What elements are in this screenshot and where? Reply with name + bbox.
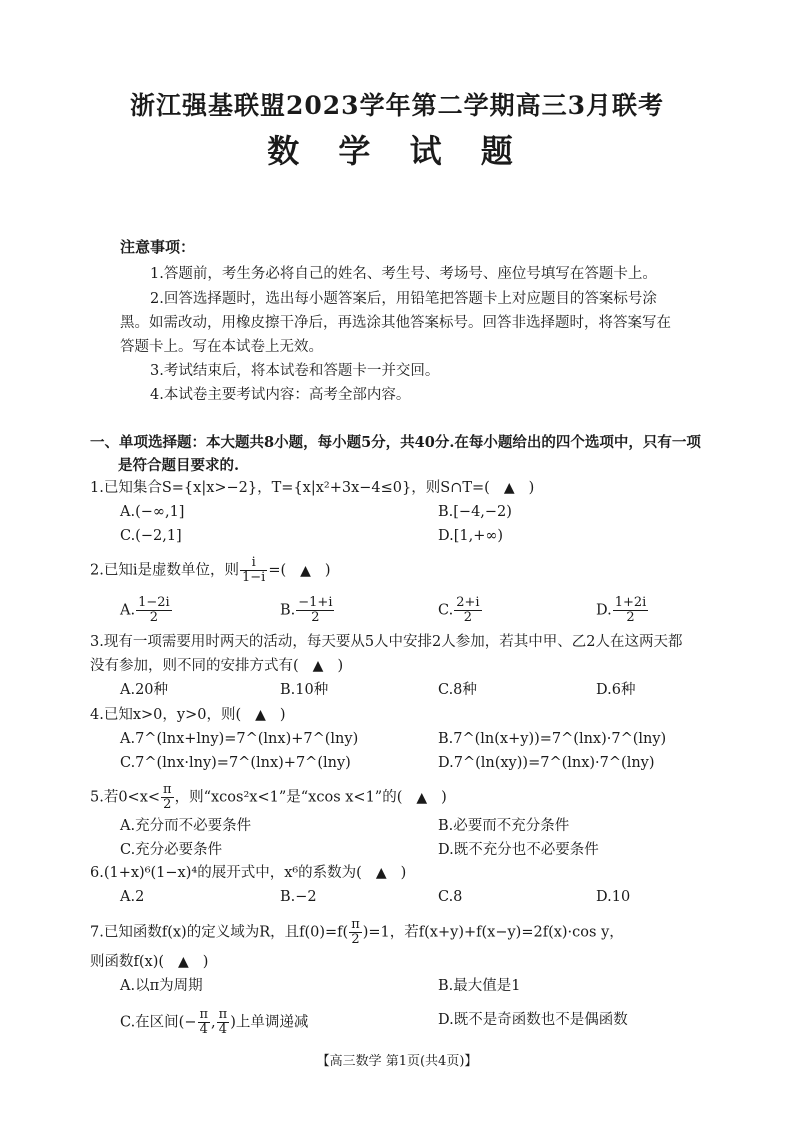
fraction [161,783,174,812]
numerator: π [199,1007,209,1022]
fraction [136,596,172,625]
question-tail: =( [268,562,287,579]
option-a [120,596,173,625]
option-b: B.7^(ln(x+y))=7^(lnx)·7^(lny) [438,731,667,747]
option-d: D.10 [596,889,631,905]
option-b: B.最大值是1 [438,978,521,994]
denominator: 4 [218,1022,228,1037]
question-stem-post: ，则“xcos²x<1”是“xcos x<1”的( [174,789,403,806]
question-stem: 则函数f(x)( [90,954,165,970]
section-heading-cont: 是符合题目要求的. [118,457,240,474]
paren-close: ) [337,658,344,674]
page-footer: 【高三数学 第1页(共4页)】 [316,1054,478,1069]
paren-close: ) [279,707,286,723]
denominator: 2 [311,610,320,625]
paren-close: ) [324,562,331,579]
answer-triangle-icon: ▲ [416,789,428,806]
option-text: )上单调递减 [230,1014,309,1031]
option-c: C.充分必要条件 [120,842,223,858]
numerator: π [163,782,172,797]
option-d: D.6种 [596,682,636,698]
note-line: 1.答题前，考生务必将自己的姓名、考生号、考场号、座位号填写在答题卡上。 [150,266,657,282]
question-stem: 没有参加，则不同的安排方式有( [90,658,299,674]
option-d: D.既不充分也不必要条件 [438,842,599,858]
option-d: D.7^(ln(xy))=7^(lnx)·7^(lny) [438,755,655,771]
option-letter: D. [596,602,612,619]
note-line: 4.本试卷主要考试内容：高考全部内容。 [150,387,411,403]
fraction [454,596,481,625]
numerator: 2+i [456,595,480,610]
denominator: 2 [163,797,172,812]
option-a: A.充分而不必要条件 [120,818,252,834]
option-b: B.必要而不充分条件 [438,818,570,834]
option-b: B.10种 [280,682,329,698]
numerator: π [351,917,360,932]
numerator: i [240,556,267,571]
paren-close: ) [528,480,535,496]
fraction [240,556,267,585]
question-stem: 6.(1+x)⁶(1−x)⁴的展开式中，x⁶的系数为( [90,865,362,881]
subject-title: 数 学 试 题 [267,132,527,170]
option-letter: C. [438,602,454,619]
option-a: A.(−∞,1] [120,504,185,520]
question-stem: 1.已知集合S={x|x>−2}，T={x|x²+3x−4≤0}，则S∩T=( [90,480,490,496]
option-a: A.以π为周期 [120,978,203,994]
fraction [613,596,649,625]
note-line: 黑。如需改动，用橡皮擦干净后，再选涂其他答案标号。回答非选择题时，将答案写在 [120,315,671,331]
paren-close: ) [400,865,407,881]
notes-heading: 注意事项： [120,238,196,256]
question-1 [90,478,534,498]
option-d [596,596,649,625]
exam-title: 浙江强基联盟2023学年第二学期高三3月联考 [130,91,664,120]
question-7 [90,918,624,947]
numerator: 1+2i [614,595,647,610]
option-b: B.[−4,−2) [438,504,512,520]
question-7-cont [90,952,208,972]
option-a: A.20种 [120,682,169,698]
paren-close: ) [202,954,209,970]
answer-triangle-icon: ▲ [375,865,387,881]
question-stem: 2.已知i是虚数单位，则 [90,562,239,579]
denominator: 2 [626,610,635,625]
fraction [349,918,362,947]
denominator: 2 [149,610,159,625]
question-4 [90,705,286,725]
question-stem: 4.已知x>0，y>0，则( [90,707,242,723]
numerator: 1−2i [138,595,170,610]
option-c [120,1008,308,1037]
option-text: , [211,1014,216,1031]
option-d: D.既不是奇函数也不是偶函数 [438,1012,628,1028]
option-letter: A. [120,602,136,619]
question-6 [90,863,406,883]
option-a: A.7^(lnx+lny)=7^(lnx)+7^(lny) [120,731,359,747]
option-c: C.8 [438,889,463,905]
question-3-cont [90,656,343,676]
option-c: C.7^(lnx·lny)=7^(lnx)+7^(lny) [120,755,351,771]
question-3: 3.现有一项需要用时两天的活动，每天要从5人中安排2人参加，若其中甲、乙2人在这两天都 [90,634,683,650]
option-c: C.(−2,1] [120,528,182,544]
option-text: C.在区间(− [120,1014,197,1031]
fraction [198,1008,211,1037]
numerator: π [218,1007,228,1022]
question-stem-pre: 7.已知函数f(x)的定义域为R，且f(0)=f( [90,924,349,941]
fraction [217,1008,230,1037]
numerator: −1+i [298,595,333,610]
answer-triangle-icon: ▲ [255,707,266,723]
denominator: 2 [351,932,360,947]
note-line: 2.回答选择题时，选出每小题答案后，用铅笔把答题卡上对应题目的答案标号涂 [150,291,657,307]
answer-triangle-icon: ▲ [300,562,311,579]
question-5 [90,783,447,812]
option-a: A.2 [120,889,145,905]
denominator: 4 [199,1022,208,1037]
question-stem-post: )=1，若f(x+y)+f(x−y)=2f(x)·cos y， [362,924,624,941]
option-d: D.[1,+∞) [438,528,504,544]
paren-close: ) [441,789,447,806]
denominator: 1−i [241,570,266,585]
denominator: 2 [463,610,472,625]
section-heading: 一、单项选择题：本大题共8小题，每小题5分，共40分.在每小题给出的四个选项中，只有一项 [90,434,701,451]
option-c: C.8种 [438,682,477,698]
option-letter: B. [280,602,296,619]
answer-triangle-icon: ▲ [503,480,515,496]
question-2 [90,556,331,585]
option-c [438,596,483,625]
option-b [280,596,335,625]
note-line: 答题卡上。写在本试卷上无效。 [120,339,323,355]
option-b: B.−2 [280,889,317,905]
answer-triangle-icon: ▲ [178,954,189,970]
fraction [296,596,334,625]
answer-triangle-icon: ▲ [312,658,324,674]
note-line: 3.考试结束后，将本试卷和答题卡一并交回。 [150,363,440,379]
question-stem-pre: 5.若0<x< [90,789,161,806]
